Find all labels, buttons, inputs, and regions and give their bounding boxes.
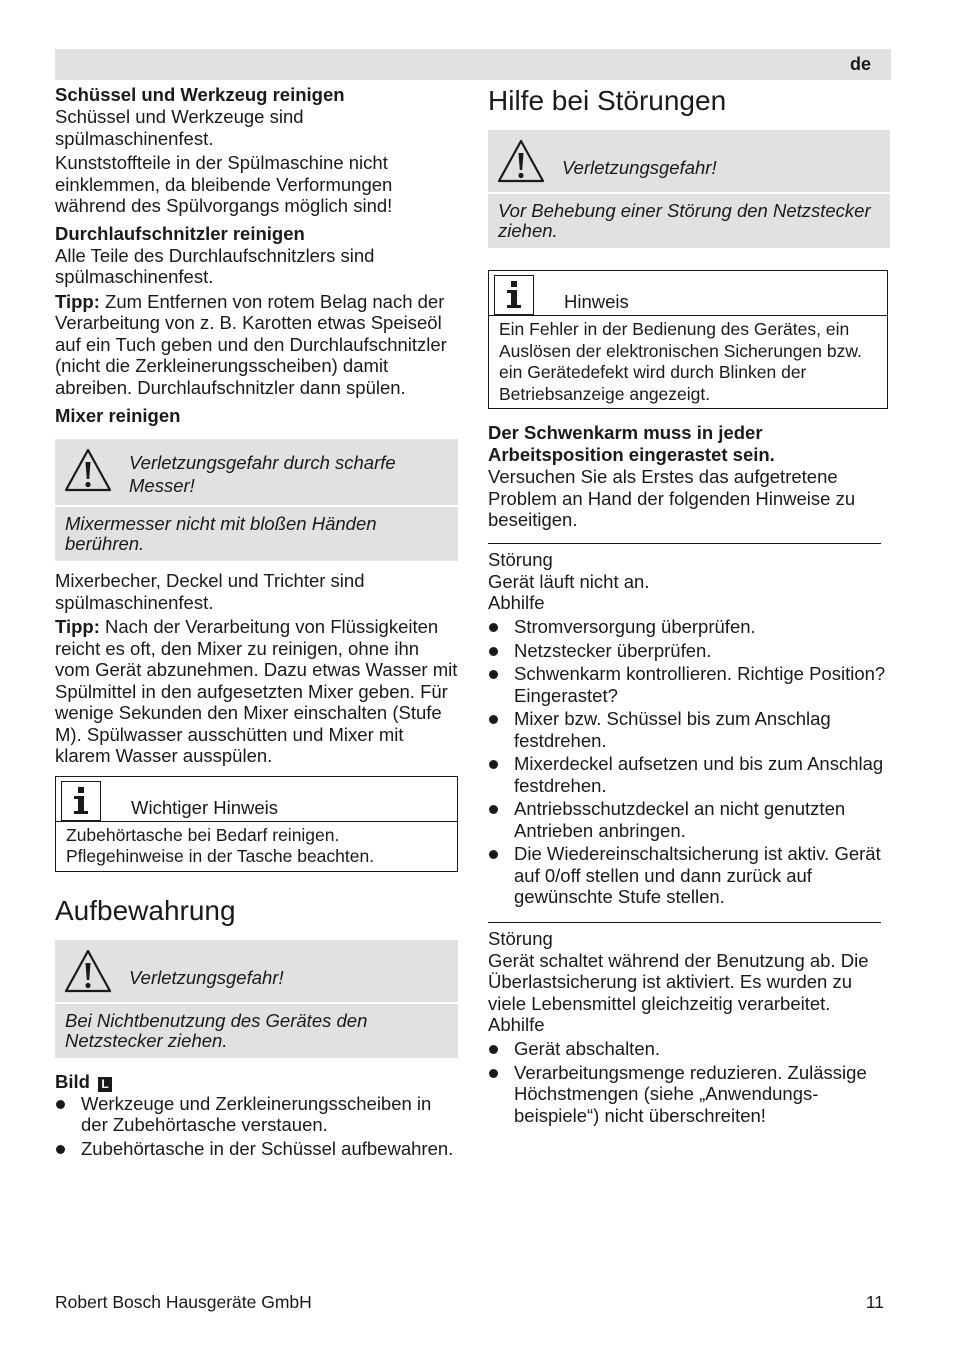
figure-label: Bild (55, 1070, 90, 1092)
tip-paragraph (55, 291, 458, 399)
info-icon (61, 781, 101, 821)
warning-triangle-icon (63, 447, 113, 493)
fault-label: Störung (488, 927, 553, 949)
tip-label: Tipp: (55, 616, 100, 637)
note-body: Zubehörtasche bei Bedarf reinigen. Pflegehinweise in der Tasche beachten. (56, 821, 457, 871)
list-item: Netzstecker überprüfen. (488, 640, 890, 662)
info-icon (494, 275, 534, 315)
heading-mixer-cleaning: Mixer reinigen (55, 405, 181, 426)
right-column (488, 84, 890, 1128)
list-item: Verarbeitungsmenge reduzieren. Zulässige Höchstmengen (siehe „Anwendungs-beispiele“) nicht überschreiten! (488, 1062, 890, 1127)
warning-triangle-icon (496, 138, 546, 184)
list-item: Gerät abschalten. (488, 1038, 890, 1060)
note-box (488, 270, 888, 409)
paragraph: Mixerbecher, Deckel und Trichter sind spülmaschinenfest. (55, 570, 365, 613)
left-column (55, 84, 458, 1161)
warning-body: Mixermesser nicht mit bloßen Händen berühren. (65, 513, 377, 554)
remedy-label: Abhilfe (488, 592, 545, 613)
footer-company: Robert Bosch Hausgeräte GmbH (55, 1292, 312, 1312)
list-item: Zubehörtasche in der Schüssel aufbewahren. (55, 1138, 458, 1160)
remedy-label: Abhilfe (488, 1014, 545, 1035)
warning-triangle-icon (63, 948, 113, 994)
warning-body: Bei Nichtbenutzung des Gerätes den Netzstecker ziehen. (65, 1009, 368, 1051)
list-item: Mixer bzw. Schüssel bis zum Anschlag festdrehen. (488, 708, 890, 751)
warning-box (55, 940, 458, 1058)
language-code: de (849, 54, 871, 74)
warning-body: Vor Behebung einer Störung den Netzstecker ziehen. (498, 200, 871, 241)
warning-title: Verletzungsgefahr! (562, 157, 717, 178)
remedy-list (488, 616, 890, 908)
list-item: Werkzeuge und Zerkleinerungsscheiben in der Zubehörtasche verstauen. (55, 1093, 458, 1136)
tip-paragraph (55, 616, 458, 767)
figure-ref-badge: L (98, 1077, 112, 1092)
heading-slicer-cleaning: Durchlaufschnitzler reinigen (55, 222, 305, 244)
header-bar (55, 49, 891, 80)
paragraph: Versuchen Sie als Erstes das aufgetretene Problem an Hand der folgenden Hinweise zu beseitigen. (488, 466, 856, 530)
note-title: Hinweis (564, 291, 629, 312)
note-title: Wichtiger Hinweis (131, 796, 279, 818)
note-box (55, 776, 458, 872)
warning-box (488, 130, 890, 248)
paragraph: Schüssel und Werkzeuge sind spülmaschinenfest. (55, 106, 304, 149)
tip-label: Tipp: (55, 290, 100, 312)
list-item: Antriebsschutzdeckel an nicht genutzten Antrieben anbringen. (488, 798, 890, 841)
storage-list (55, 1093, 458, 1160)
fault-label: Störung (488, 548, 553, 570)
list-item: Schwenkarm kontrollieren. Richtige Position? Eingerastet? (488, 663, 890, 706)
warning-box (55, 439, 458, 561)
warning-title: Verletzungsgefahr! (129, 966, 284, 988)
bold-intro: Der Schwenkarm muss in jeder Arbeitsposition eingerastet sein. (488, 422, 775, 465)
heading-bowl-cleaning: Schüssel und Werkzeug reinigen (55, 84, 345, 105)
list-item: Stromversorgung überprüfen. (488, 616, 890, 638)
paragraph: Kunststoffteile in der Spülmaschine nicht einklemmen, da bleibende Verformungen während des Spülvorgangs möglich sind! (55, 152, 393, 216)
heading-troubleshooting: Hilfe bei Störungen (488, 85, 727, 116)
remedy-list (488, 1038, 890, 1126)
warning-title: Verletzungsgefahr durch scharfe Messer! (129, 452, 396, 496)
list-item: Die Wiedereinschaltsicherung ist aktiv. Gerät auf 0/off stellen und dann zurück auf gewünschte Stufe stellen. (488, 843, 890, 908)
note-body: Ein Fehler in der Bedienung des Gerätes, ein Auslösen der elektronischen Sicherungen bzw. ein Gerätedefekt wird durch Blinken der Betriebsanzeige angezeigt. (489, 315, 887, 408)
paragraph: Alle Teile des Durchlaufschnitzlers sind spülmaschinenfest. (55, 244, 375, 287)
list-item: Mixerdeckel aufsetzen und bis zum Anschlag festdrehen. (488, 753, 890, 796)
figure-reference (55, 1071, 458, 1093)
heading-storage: Aufbewahrung (55, 894, 236, 926)
tip-text: Nach der Verarbeitung von Flüssigkeiten reicht es oft, den Mixer zu reinigen, ohne ihn vom Gerät abzunehmen. Dazu etwas Wasser mit Spülmittel in den aufgesetzten Mixer geben. Für wenige Sekunden den Mixer einschalten (Stufe M). Spülwasser ausschütten und Mixer mit klarem Wasser ausspülen. (55, 616, 458, 766)
fault-text: Gerät schaltet während der Benutzung ab. Die Überlastsicherung ist aktiviert. Es wurden zu viele Lebensmittel gleichzeitig verarbeitet. (488, 949, 869, 1014)
page-number: 11 (865, 1292, 884, 1312)
fault-text: Gerät läuft nicht an. (488, 570, 650, 592)
tip-text: Zum Entfernen von rotem Belag nach der Verarbeitung von z. B. Karotten etwas Speiseöl auf ein Tuch geben und den Durchlaufschnitzler (nicht die Zerkleinerungsscheiben) damit abreiben. Durchlaufschnitzler dann spülen. (55, 290, 447, 398)
